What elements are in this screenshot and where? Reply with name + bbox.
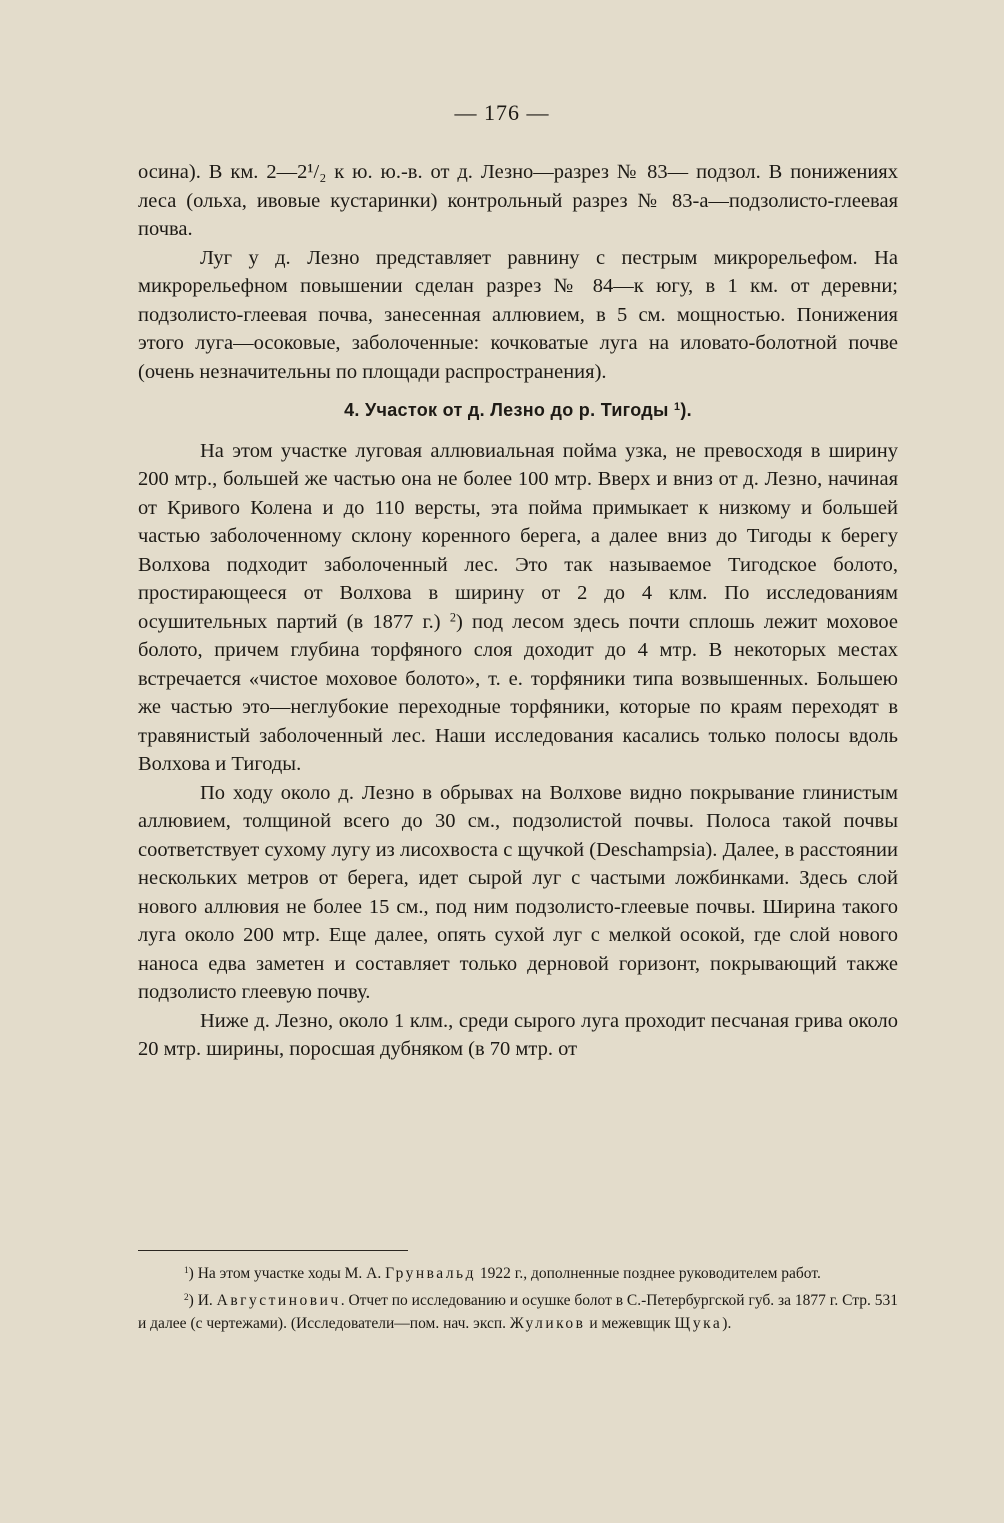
footnote-ref-1: 1: [674, 401, 681, 414]
footnote-ref-2-close: ): [455, 610, 463, 633]
body-text: [138, 158, 898, 1064]
footnote-2-text-c: и межевщик: [585, 1315, 675, 1332]
footnote-2-surveyor: Щука: [674, 1315, 723, 1332]
paragraph-2: Луг у д. Лезно представляет равнину с пестрым микрорельефом. На микрорельефном повышении сделан разрез № 84—к югу, в 1 км. от деревни; подзолисто-глеевая почва, занесенная аллювием, в 5 см. мощностью. Понижения этого луга—осоковые, заболоченные: кочковатые луга на иловато-болотной почве (очень незначительны по площади распространения).: [138, 246, 898, 383]
footnote-2-author: Августинович: [216, 1292, 341, 1309]
footnote-2-researcher: Жуликов: [509, 1315, 586, 1332]
paragraph-5: Ниже д. Лезно, около 1 клм., среди сырого луга проходит песчаная грива около 20 мтр. ширины, поросшая дубняком (в 70 мтр. от: [138, 1009, 898, 1060]
section-heading-text: 4. Участок от д. Лезно до р. Тигоды: [344, 400, 674, 420]
footnote-divider: [138, 1250, 408, 1251]
paragraph-1: осина). В км. 2—2¹/₂ к ю. ю.-в. от д. Лезно—разрез № 83— подзол. В понижениях леса (ольха, ивовые кустаринки) контрольный разрез № 83-а—подзолисто-глеевая почва.: [138, 161, 898, 240]
footnote-ref-2: 2: [449, 609, 456, 624]
paragraph-3-part-a: На этом участке луговая аллювиальная пойма узка, не превосходя в ширину 200 мтр., большей же частью она не более 100 мтр. Вверх и вниз от д. Лезно, начиная от Кривого Колена и до 110 версты, эта пойма примыкает к низкому и большей частью заболоченному склону коренного берега, а далее вниз до Тигоды к берегу Волхова подходит заболоченный лес. Это так называемое Тигодское болото, простирающееся от Волхова в ширину от 2 до 4 клм. По исследованиям осушительных партий (в 1877 г.): [138, 439, 898, 633]
footnote-1: $^1$) На этом участке ходы М. А. Грунвальд 1922 г., дополненные позднее руководителем работ.: [184, 1265, 821, 1282]
footnote-2-text-a: И.: [197, 1292, 217, 1309]
paragraph-4: По ходу около д. Лезно в обрывах на Волхове видно покрывание глинистым аллювием, толщиной всего до 30 см., подзолистой почвы. Полоса такой почвы соответствует сухому лугу из лисохвоста с щучкой (Deschampsia). Далее, в расстоянии нескольких метров от берега, идет сырой луг с частыми ложбинками. Здесь слой нового аллювия не более 15 см., под ним подзолисто-глеевые почвы. Ширина такого луга около 200 мтр. Еще далее, опять сухой луг с мелкой осокой, где слой нового наноса едва заметен и составляет только дерновой горизонт, покрывающий также подзолисто глеевую почву.: [138, 781, 898, 1003]
footnote-2-mark: 2: [184, 1292, 189, 1303]
footnote-1-author: Грунвальд: [385, 1265, 477, 1282]
page-number: — 176 —: [454, 100, 550, 125]
footnotes: [138, 1262, 898, 1339]
paragraph-3-part-b: под лесом здесь почти сплошь лежит моховое болото, причем глубина торфяного слоя доходит до 4 мтр. В некоторых местах встречается «чистое моховое болото», т. е. торфяники типа возвышенных. Большею же частью это—неглубокие переходные торфяники, которые по краям переходят в травянистый заболоченный лес. Наши исследования касались только полосы вдоль Волхова и Тигоды.: [138, 610, 898, 775]
footnote-1-text-a: На этом участке ходы М. А.: [197, 1265, 386, 1282]
section-heading-close: ).: [680, 400, 692, 420]
section-heading: [138, 396, 898, 425]
paragraph-3: [138, 437, 898, 779]
footnote-1-mark: 1: [184, 1265, 189, 1276]
footnote-1-text-b: 1922 г., дополненные позднее руководителем работ.: [476, 1265, 821, 1282]
footnote-2: $^2$) И. Августинович. Отчет по исследованию и осушке болот в С.-Петербургской губ. за 1877 г. Стр. 531 и далее (с чертежами). (Исследователи—пом. нач. эксп. Жуликов и межевщик Щука).: [138, 1292, 898, 1332]
footnote-2-text-d: ).: [722, 1315, 732, 1332]
footnote-2-text-b: . Отчет по исследованию и осушке болот в С.-Петербургской губ. за 1877 г. Стр. 531 и далее (с чертежами). (Исследователи—пом. нач. эксп.: [138, 1292, 898, 1332]
